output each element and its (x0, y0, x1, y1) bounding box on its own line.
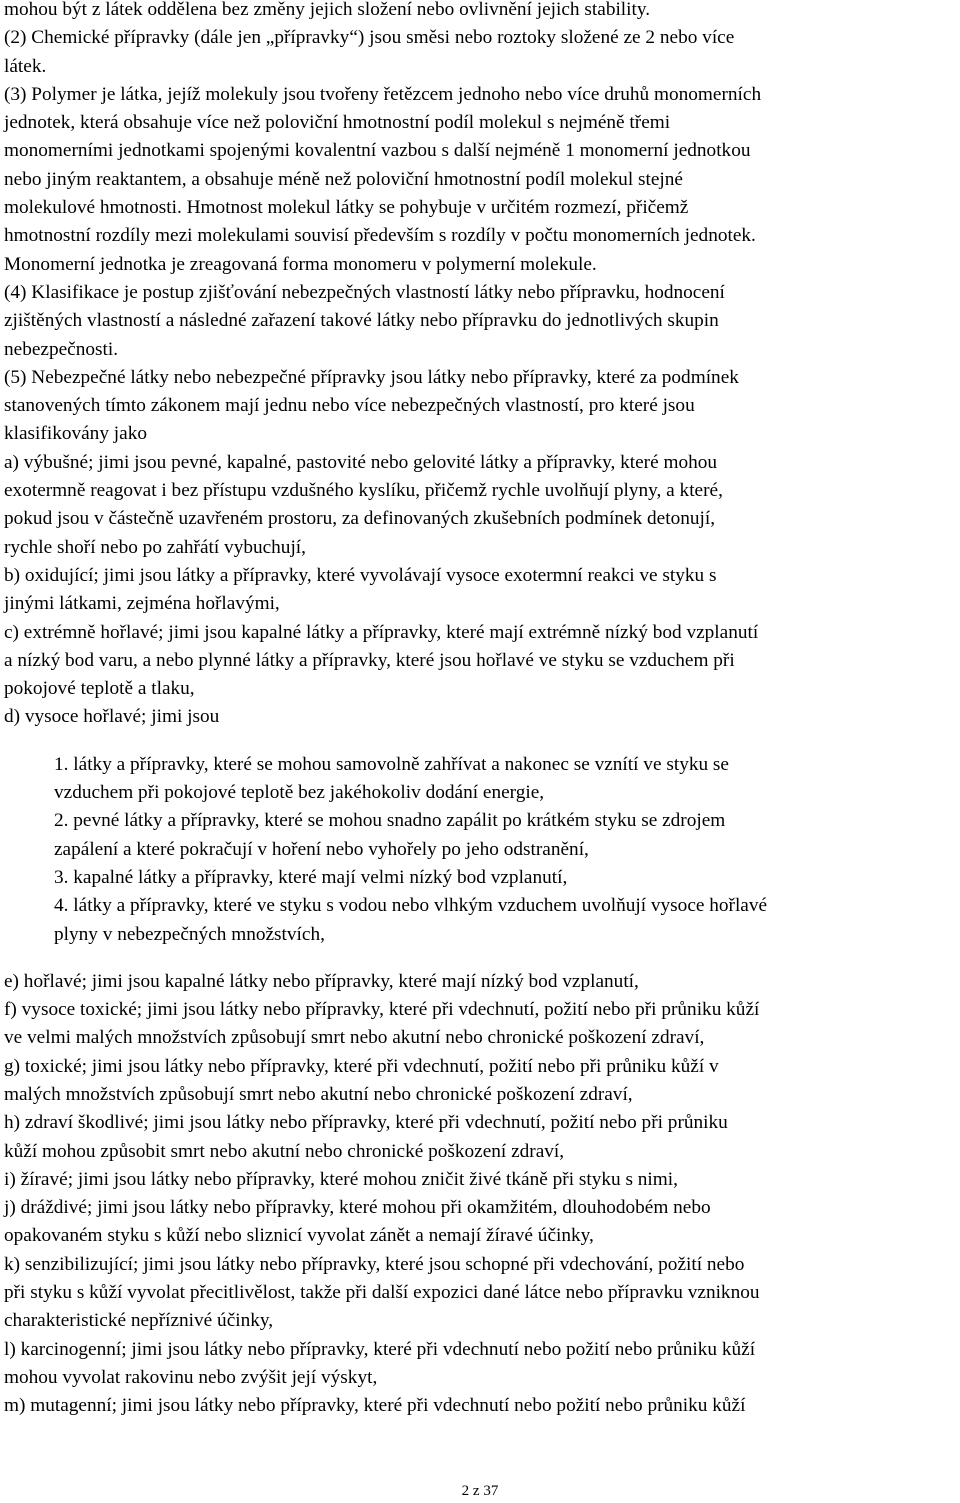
text-line: nebo jiným reaktantem, a obsahuje méně než poloviční hmotnostní podíl molekul stejné (4, 168, 683, 190)
text-line: klasifikovány jako (4, 423, 147, 445)
sublist-line: 1. látky a přípravky, které se mohou samovolně zahřívat a nakonec se vznítí ve styku se (54, 753, 729, 775)
sublist-line: plyny v nebezpečných množstvích, (54, 923, 325, 945)
text-line: jinými látkami, zejména hořlavými, (4, 593, 280, 615)
text-line: b) oxidující; jimi jsou látky a přípravky, které vyvolávají vysoce exotermní reakci ve styku s (4, 564, 717, 586)
top-text-block (4, 0, 958, 732)
text-line: molekulové hmotnosti. Hmotnost molekul látky se pohybuje v určitém rozmezí, přičemž (4, 197, 689, 219)
text-line: i) žíravé; jimi jsou látky nebo přípravky, které mohou zničit živé tkáně při styku s nimi, (4, 1168, 678, 1190)
text-line: (2) Chemické přípravky (dále jen „přípravky“) jsou směsi nebo roztoky složené ze 2 nebo více (4, 27, 735, 49)
page-number: 2 z 37 (461, 1483, 499, 1499)
text-line: ve velmi malých množstvích způsobují smrt nebo akutní nebo chronické poškození zdraví, (4, 1027, 705, 1049)
text-line: rychle shoří nebo po zahřátí vybuchují, (4, 536, 306, 558)
text-line: charakteristické nepříznivé účinky, (4, 1310, 274, 1332)
text-line: (4) Klasifikace je postup zjišťování nebezpečných vlastností látky nebo přípravku, hodnocení (4, 281, 725, 303)
text-line: stanovených tímto zákonem mají jednu nebo více nebezpečných vlastností, pro které jsou (4, 395, 695, 417)
document-page (4, 0, 958, 1421)
text-line: a nízký bod varu, a nebo plynné látky a přípravky, které jsou hořlavé ve styku se vzduchem při (4, 649, 735, 671)
text-line: k) senzibilizující; jimi jsou látky nebo přípravky, které jsou schopné při vdechování, požití nebo (4, 1253, 745, 1275)
text-line: g) toxické; jimi jsou látky nebo přípravky, které při vdechnutí, požití nebo při průniku kůží v (4, 1055, 719, 1077)
text-line: m) mutagenní; jimi jsou látky nebo přípravky, které při vdechnutí nebo požití nebo průniku kůží (4, 1395, 746, 1417)
text-line: jednotek, která obsahuje více než poloviční hmotnostní podíl molekul s nejméně třemi (4, 112, 671, 134)
text-line: mohou vyvolat rakovinu nebo zvýšit její výskyt, (4, 1366, 378, 1388)
text-line: látek. (4, 55, 47, 77)
text-line: f) vysoce toxické; jimi jsou látky nebo přípravky, které při vdechnutí, požití nebo při průniku kůží (4, 999, 760, 1021)
text-line: malých množstvích způsobují smrt nebo akutní nebo chronické poškození zdraví, (4, 1083, 633, 1105)
text-line: pokojové teplotě a tlaku, (4, 678, 195, 700)
numbered-sublist (54, 751, 958, 949)
text-line: nebezpečnosti. (4, 338, 119, 360)
text-line: opakovaném styku s kůží nebo sliznicí vyvolat zánět a nemají žíravé účinky, (4, 1225, 594, 1247)
text-line: zjištěných vlastností a následné zařazení takové látky nebo přípravku do jednotlivých skupin (4, 310, 719, 332)
text-line: monomerními jednotkami spojenými kovalentní vazbou s další nejméně 1 monomerní jednotkou (4, 140, 751, 162)
text-line: mohou být z látek oddělena bez změny jejich složení nebo ovlivnění jejich stability. (4, 0, 651, 20)
sublist-line: 4. látky a přípravky, které ve styku s vodou nebo vlhkým vzduchem uvolňují vysoce hořlavé (54, 895, 768, 917)
bottom-text-block (4, 968, 958, 1421)
text-line: c) extrémně hořlavé; jimi jsou kapalné látky a přípravky, které mají extrémně nízký bod vzplanutí (4, 621, 759, 643)
sublist-line: 2. pevné látky a přípravky, které se mohou snadno zapálit po krátkém styku se zdrojem (54, 810, 726, 832)
text-line: kůží mohou způsobit smrt nebo akutní nebo chronické poškození zdraví, (4, 1140, 565, 1162)
text-line: d) vysoce hořlavé; jimi jsou (4, 706, 220, 728)
sublist-line: 3. kapalné látky a přípravky, které mají velmi nízký bod vzplanutí, (54, 866, 568, 888)
text-line: exotermně reagovat i bez přístupu vzdušného kyslíku, přičemž rychle uvolňují plyny, a které, (4, 480, 723, 502)
text-line: h) zdraví škodlivé; jimi jsou látky nebo přípravky, které při vdechnutí, požití nebo při průniku (4, 1112, 728, 1134)
text-line: při styku s kůží vyvolat přecitlivělost, takže při další expozici dané látce nebo přípravku vzniknou (4, 1282, 760, 1304)
sublist-line: zapálení a které pokračují v hoření nebo vyhořely po jeho odstranění, (54, 838, 589, 860)
text-line: hmotnostní rozdíly mezi molekulami souvisí především s rozdíly v počtu monomerních jednotek. (4, 225, 756, 247)
sublist-line: vzduchem při pokojové teplotě bez jakéhokoliv dodání energie, (54, 782, 545, 804)
text-line: pokud jsou v částečně uzavřeném prostoru, za definovaných zkušebních podmínek detonují, (4, 508, 716, 530)
text-line: a) výbušné; jimi jsou pevné, kapalné, pastovité nebo gelovité látky a přípravky, které mohou (4, 451, 718, 473)
text-line: (3) Polymer je látka, jejíž molekuly jsou tvořeny řetězcem jednoho nebo více druhů monomerních (4, 83, 762, 105)
text-line: e) hořlavé; jimi jsou kapalné látky nebo přípravky, které mají nízký bod vzplanutí, (4, 970, 639, 992)
text-line: (5) Nebezpečné látky nebo nebezpečné přípravky jsou látky nebo přípravky, které za podmínek (4, 366, 739, 388)
text-line: j) dráždivé; jimi jsou látky nebo přípravky, které mohou při okamžitém, dlouhodobém nebo (4, 1197, 711, 1219)
text-line: l) karcinogenní; jimi jsou látky nebo přípravky, které při vdechnutí nebo požití nebo průniku kůží (4, 1338, 756, 1360)
text-line: Monomerní jednotka je zreagovaná forma monomeru v polymerní molekule. (4, 253, 597, 275)
